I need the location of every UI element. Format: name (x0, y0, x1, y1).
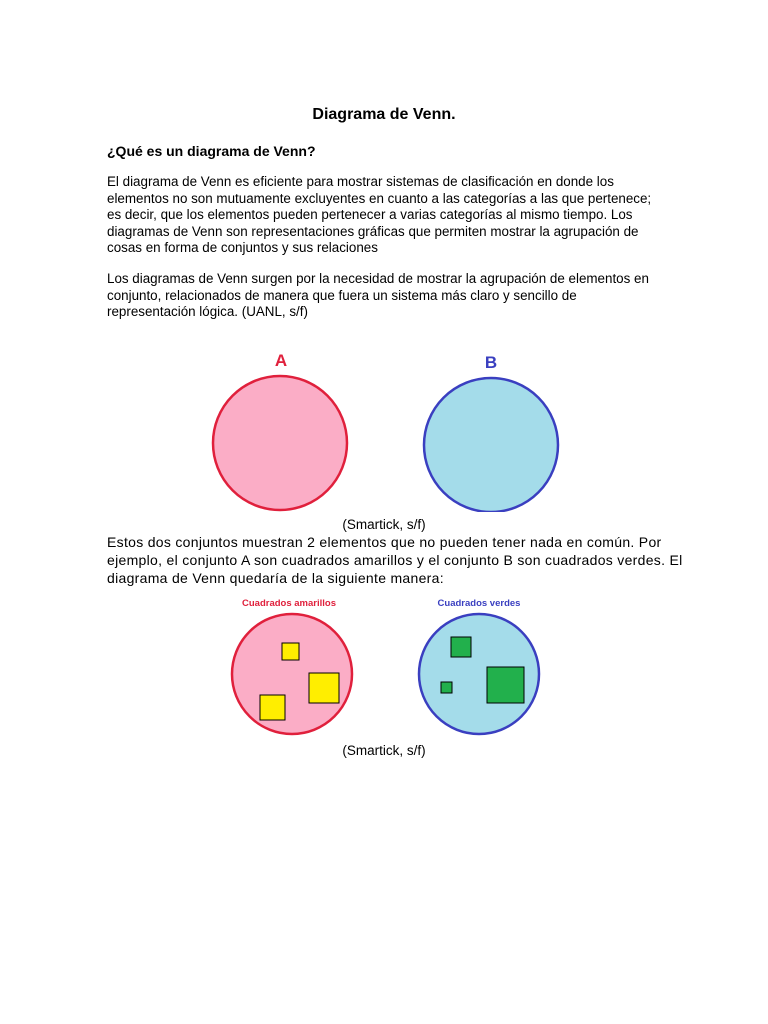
yellow-square (282, 643, 299, 660)
figure1-caption: (Smartick, s/f) (342, 517, 426, 532)
yellow-square (309, 673, 339, 703)
set-a-label: A (274, 351, 288, 370)
set-b-circle (424, 378, 558, 512)
paragraph-example: Estos dos conjuntos muestran 2 elementos que no pueden tener nada en común. Por ejemplo, el conjunto A son cuadrados amarillos y el conjunto B son cuadrados verdes. El diagrama de Venn quedaría de la siguiente manera: (107, 534, 683, 586)
page-title: Diagrama de Venn. (312, 106, 456, 123)
paragraph-definition: El diagrama de Venn es eficiente para mostrar sistemas de clasificación en donde los elementos no son mutuamente excluyentes en cuanto a las categorías a las que pertenece; es decir, que los elementos pueden pertenecer a varias categorías al mismo tiempo. Los diagramas de Venn son representaciones gráficas que permiten mostrar la agrupación de cosas en forma de conjuntos y sus relaciones (107, 174, 652, 255)
venn-diagram-squares (0, 595, 768, 740)
paragraph-origin: Los diagramas de Venn surgen por la necesidad de mostrar la agrupación de elementos en conjunto, relacionados de manera que fuera un sistema más claro y sencillo de representación lógica. (UANL, s/f) (107, 271, 649, 319)
set-b-label: B (484, 353, 498, 372)
venn-diagram-a-b (0, 342, 768, 512)
set-a-circle (213, 376, 347, 510)
yellow-set-label: Cuadrados amarillos (242, 598, 336, 609)
figure2-caption: (Smartick, s/f) (342, 743, 426, 758)
green-set-label: Cuadrados verdes (437, 598, 521, 609)
green-square (451, 637, 471, 657)
section-heading: ¿Qué es un diagrama de Venn? (107, 143, 316, 159)
green-square (441, 682, 452, 693)
yellow-square (260, 695, 285, 720)
green-square (487, 667, 524, 703)
